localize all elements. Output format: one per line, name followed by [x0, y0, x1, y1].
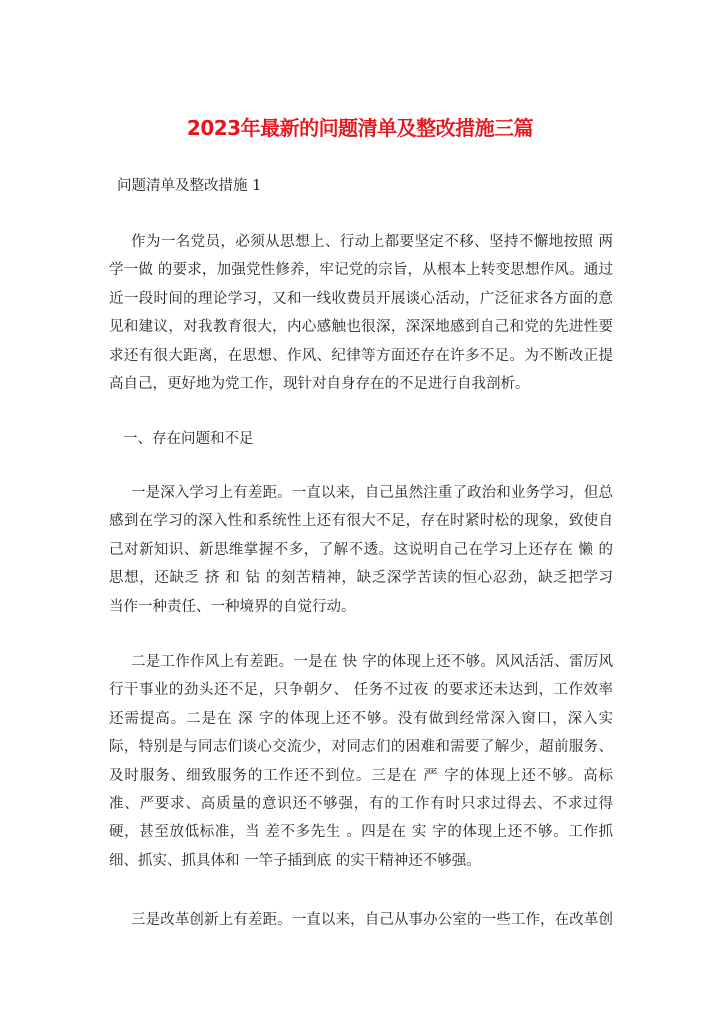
- text-line: 三是改革创新上有差距。一直以来，自己从事办公室的一些工作，在改革创: [131, 912, 613, 928]
- paragraph-1: [109, 228, 613, 398]
- text-line: 及时服务、细致服务的工作还不到位。三是在 严 字的体现上还不够。高标: [109, 767, 613, 784]
- paragraph-4: [109, 906, 613, 934]
- text-line: 细、抓实、抓具体和 一竿子插到底 的实干精神还不够强。: [109, 852, 481, 869]
- text-line: 二是工作作风上有差距。一是在 快 字的体现上还不够。风风活活、雷厉风: [131, 654, 613, 670]
- document-title: 2023年最新的问题清单及整改措施三篇: [186, 116, 534, 140]
- text-line: 硬，甚至放低标准，当 差不多先生 。四是在 实 字的体现上还不够。工作抓: [109, 824, 613, 841]
- text-line: 高自己，更好地为党工作，现针对自身存在的不足进行自我剖析。: [109, 375, 530, 392]
- text-line: 感到在学习的深入性和系统性上还有很大不足，存在时紧时松的现象，致使自: [109, 513, 613, 530]
- text-line: 行干事业的劲头还不足，只争朝夕、 任务不过夜 的要求还未达到，工作效率: [109, 682, 613, 699]
- text-line: 一是深入学习上有差距。一直以来，自己虽然注重了政治和业务学习，但总: [131, 485, 613, 501]
- section-subtitle: 问题清单及整改措施 1: [117, 178, 262, 194]
- text-line: 当作一种责任、一种境界的自觉行动。: [109, 598, 356, 615]
- text-line: 作为一名党员，必须从思想上、行动上都要坚定不移、坚持不懈地按照 两: [131, 234, 613, 250]
- text-line: 学一做 的要求，加强党性修养，牢记党的宗旨，从根本上转变思想作风。通过: [109, 262, 613, 279]
- text-line: 求还有很大距离，在思想、作风、纪律等方面还存在许多不足。为不断改正提: [109, 347, 613, 364]
- text-line: 思想，还缺乏 挤 和 钻 的刻苦精神，缺乏深学苦读的恒心忍劲，缺乏把学习: [109, 570, 613, 587]
- paragraph-2: [109, 479, 613, 621]
- paragraph-3: [109, 648, 613, 875]
- text-line: 见和建议，对我教育很大，内心感触也很深，深深地感到自己和党的先进性要: [109, 319, 613, 336]
- text-line: 近一段时间的理论学习，又和一线收费员开展谈心活动，广泛征求各方面的意: [109, 290, 613, 307]
- text-line: 还需提高。二是在 深 字的体现上还不够。没有做到经常深入窗口，深入实: [109, 710, 613, 727]
- text-line: 际，特别是与同志们谈心交流少，对同志们的困难和需要了解少，超前服务、: [109, 739, 613, 756]
- section-heading: 一、存在问题和不足: [123, 431, 254, 447]
- text-line: 己对新知识、新思维掌握不多，了解不透。这说明自己在学习上还存在 懒 的: [109, 541, 613, 558]
- text-line: 准、严要求、高质量的意识还不够强，有的工作有时只求过得去、不求过得: [109, 795, 613, 812]
